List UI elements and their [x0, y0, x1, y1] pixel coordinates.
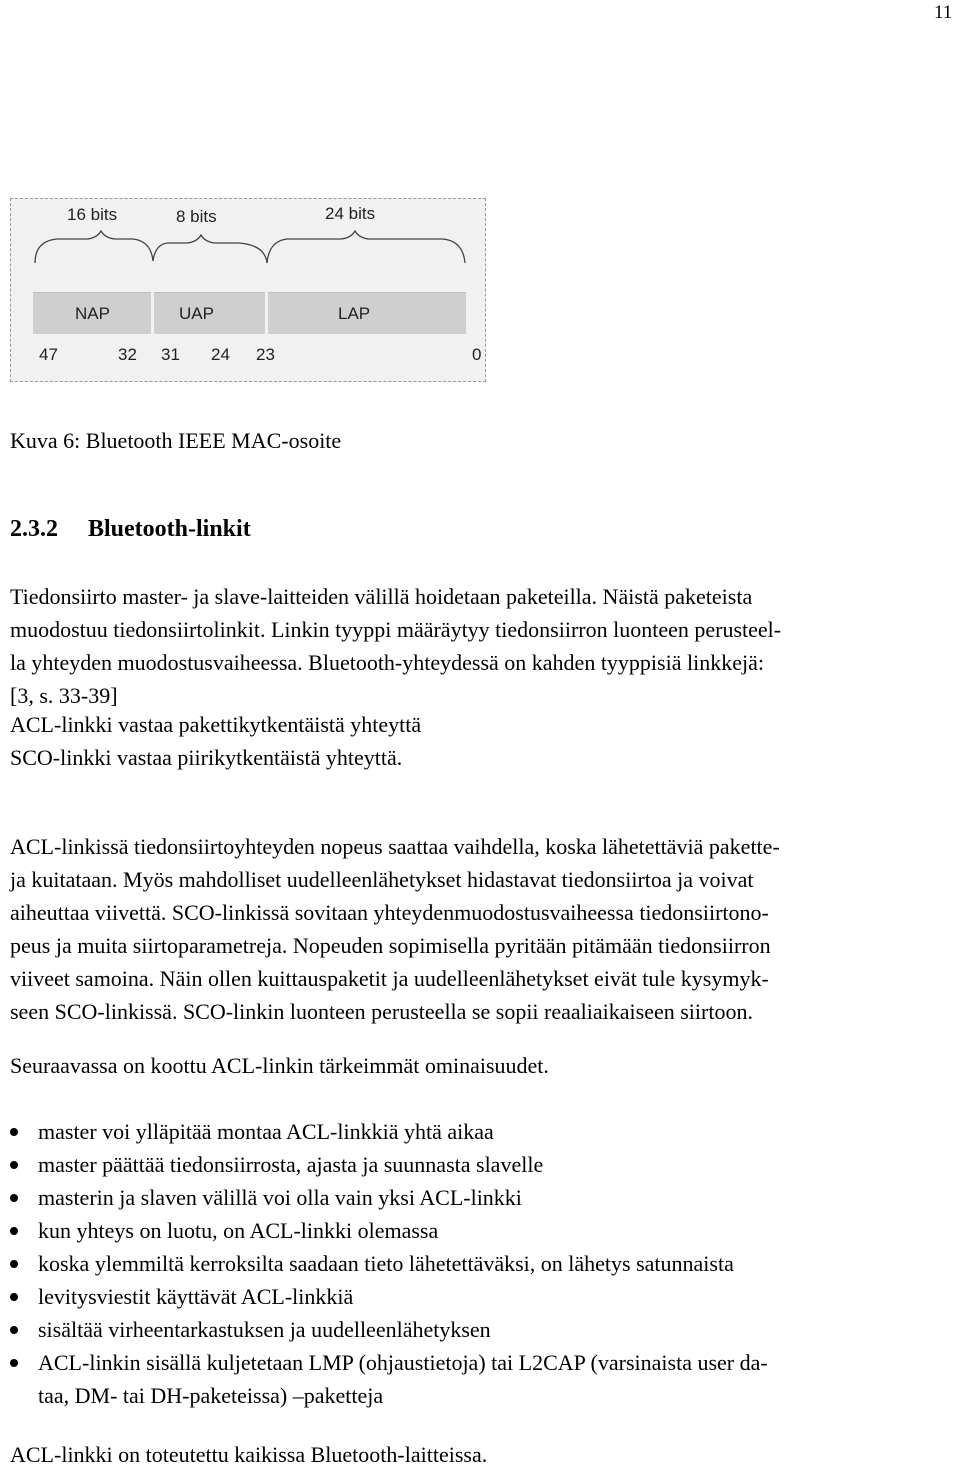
brace-lines: [11, 199, 485, 381]
size-label-16: 16 bits: [67, 205, 118, 224]
paragraph-line: viiveet samoina. Näin ollen kuittauspaketit ja uudelleenlähetykset eivät tule kysymyk-: [10, 966, 769, 991]
bit-32: 32: [118, 345, 137, 364]
section-number: 2.3.2: [10, 516, 58, 542]
list-item: levitysviestit käyttävät ACL-linkkiä: [10, 1280, 948, 1313]
lap-field: [268, 292, 466, 334]
list-item: masterin ja slaven välillä voi olla vain yksi ACL-linkki: [10, 1181, 948, 1214]
size-label-24: 24 bits: [325, 204, 376, 223]
paragraph-acl-sco: [10, 830, 948, 1028]
figure-caption: Kuva 6: Bluetooth IEEE MAC-osoite: [10, 428, 342, 453]
paragraph-intro: [10, 580, 948, 712]
acl-features-list: [10, 1115, 948, 1412]
paragraph-line: Tiedonsiirto master- ja slave-laitteiden välillä hoidetaan paketeilla. Näistä paketeista: [10, 584, 753, 609]
lap-label: LAP: [338, 304, 371, 323]
bit-23: 23: [256, 345, 275, 364]
paragraph-closing: ACL-linkki on toteutettu kaikissa Bluetooth-laitteissa.: [10, 1442, 488, 1467]
list-item-line: taa, DM- tai DH-paketeissa) –paketteja: [38, 1383, 384, 1408]
bit-47: 47: [39, 345, 58, 364]
list-item: master voi ylläpitää montaa ACL-linkkiä yhtä aikaa: [10, 1115, 948, 1148]
list-item: kun yhteys on luotu, on ACL-linkki olemassa: [10, 1214, 948, 1247]
nap-field: [33, 292, 151, 334]
paragraph-line: muodostuu tiedonsiirtolinkit. Linkin tyyppi määräytyy tiedonsiirron luonteen perusteel-: [10, 617, 782, 642]
list-item: sisältää virheentarkastuksen ja uudelleenlähetyksen: [10, 1313, 948, 1346]
paragraph-line: ACL-linkissä tiedonsiirtoyhteyden nopeus saattaa vaihdella, koska lähetettäviä pakette-: [10, 834, 780, 859]
section-title: Bluetooth-linkit: [88, 516, 251, 542]
paragraph-summary-intro: Seuraavassa on koottu ACL-linkin tärkeimmät ominaisuudet.: [10, 1053, 549, 1078]
size-label-8: 8 bits: [176, 207, 217, 226]
paragraph-line: ja kuitataan. Myös mahdolliset uudelleenlähetykset hidastavat tiedonsiirtoa ja voivat: [10, 867, 754, 892]
uap-field: [154, 292, 265, 334]
paragraph-line: la yhteyden muodostusvaiheessa. Bluetooth-yhteydessä on kahden tyyppisiä linkkejä:: [10, 650, 764, 675]
paragraph-line: seen SCO-linkissä. SCO-linkin luonteen perusteella se sopii reaaliaikaiseen siirtoon.: [10, 999, 753, 1024]
paragraph-line: aiheuttaa viivettä. SCO-linkissä sovitaan yhteydenmuodostusvaiheessa tiedonsiirtono-: [10, 900, 769, 925]
paragraph-link-types: [10, 708, 948, 774]
bit-0: 0: [472, 345, 482, 364]
bit-31: 31: [161, 345, 180, 364]
bit-24: 24: [211, 345, 230, 364]
list-item: master päättää tiedonsiirrosta, ajasta ja suunnasta slavelle: [10, 1148, 948, 1181]
list-item: [10, 1346, 948, 1412]
list-item-line: ACL-linkin sisällä kuljetetaan LMP (ohjaustietoja) tai L2CAP (varsinaista user da-: [38, 1350, 768, 1375]
page-number: 11: [934, 2, 953, 23]
section-heading: [10, 516, 251, 543]
uap-label: UAP: [179, 304, 214, 323]
paragraph-line: [3, s. 33-39]: [10, 683, 118, 708]
paragraph-line: peus ja muita siirtoparametreja. Nopeuden sopimisella pyritään pitämään tiedonsiirron: [10, 933, 771, 958]
list-item: koska ylemmiltä kerroksilta saadaan tieto lähetettäväksi, on lähetys satunnaista: [10, 1247, 948, 1280]
mac-address-figure: [10, 198, 486, 382]
paragraph-line: SCO-linkki vastaa piirikytkentäistä yhteyttä.: [10, 745, 403, 770]
paragraph-line: ACL-linkki vastaa pakettikytkentäistä yhteyttä: [10, 712, 422, 737]
nap-label: NAP: [75, 304, 110, 323]
